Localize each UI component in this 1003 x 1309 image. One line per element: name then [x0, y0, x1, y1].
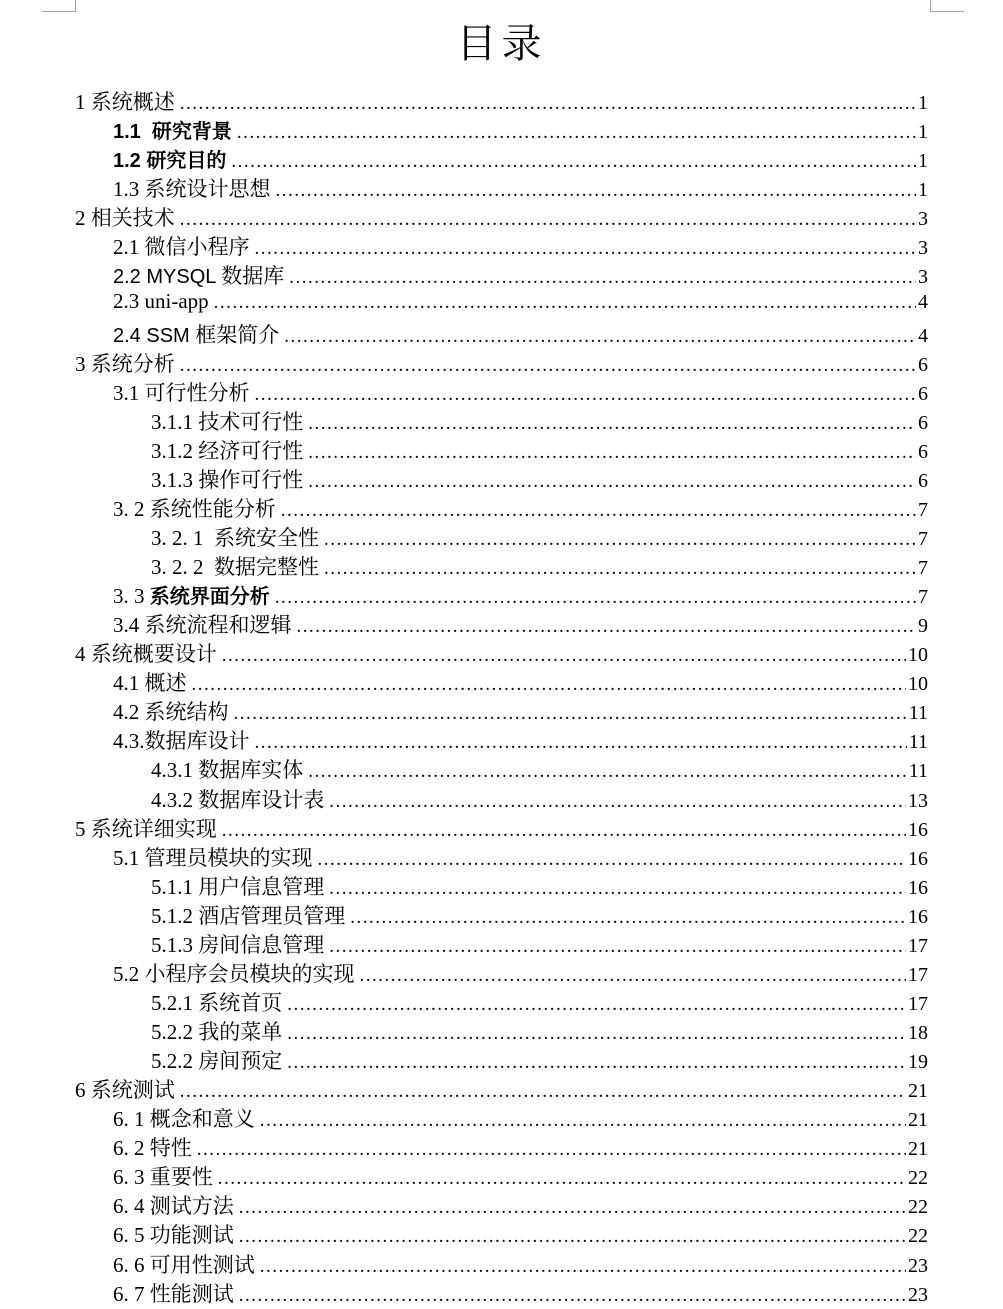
toc-page-number: 4 — [918, 291, 928, 314]
toc-entry-text: 6. 7 性能测试 — [113, 1281, 234, 1306]
dot-leader — [180, 355, 916, 377]
toc-entry-text: 2.1 微信小程序 — [113, 235, 250, 260]
toc-entry-text: 3. 3 — [113, 584, 150, 609]
toc-entry-text: 4 系统概要设计 — [75, 642, 217, 667]
dot-leader — [260, 1256, 906, 1278]
dot-leader — [231, 151, 916, 173]
toc-entry-text: 框架简介 — [195, 322, 280, 347]
toc-entry-label — [113, 667, 187, 697]
toc-entry[interactable] — [75, 435, 928, 464]
toc-entry-label — [113, 1219, 234, 1249]
toc-page-number: 3 — [918, 237, 928, 260]
toc-entry-label — [113, 319, 279, 349]
toc-entry-text: 5.2.2 我的菜单 — [151, 1020, 283, 1044]
toc-entry[interactable] — [75, 667, 928, 696]
toc-page-number: 3 — [918, 266, 928, 289]
toc-entry-label — [151, 754, 303, 784]
toc-entry-text: 数据库 — [221, 264, 285, 289]
toc-entry-text: 3. 2. 1 系统安全性 — [151, 525, 319, 550]
toc-entry[interactable] — [75, 144, 928, 173]
toc-page-number: 19 — [908, 1051, 928, 1074]
toc-entry[interactable] — [75, 1132, 928, 1161]
dot-leader — [281, 500, 916, 522]
toc-entry-text: 2.4 SSM — [113, 324, 196, 347]
dot-leader — [329, 791, 906, 813]
toc-entry[interactable] — [75, 609, 928, 638]
toc-entry[interactable] — [75, 202, 928, 231]
dot-leader — [287, 1023, 906, 1045]
dot-leader — [197, 1139, 906, 1161]
toc-entry-text: 2 相关技术 — [75, 206, 175, 231]
dot-leader — [360, 965, 907, 987]
dot-leader — [239, 1285, 906, 1307]
text-boundary-mark-top-left — [42, 0, 76, 12]
toc-page-number: 16 — [908, 876, 928, 899]
toc-entry[interactable] — [75, 1219, 928, 1248]
toc-entry-label — [113, 173, 271, 203]
toc-entry[interactable] — [75, 1190, 928, 1219]
toc-entry-text: 6. 4 测试方法 — [113, 1194, 234, 1219]
toc-page-number: 13 — [908, 789, 928, 812]
toc-page-number: 7 — [918, 527, 928, 550]
toc-entry[interactable] — [75, 725, 928, 754]
toc-entry-label — [113, 725, 250, 755]
dot-leader — [276, 180, 917, 202]
toc-entry-text: 3.1.1 技术可行性 — [151, 409, 304, 434]
dot-leader — [239, 1226, 906, 1248]
toc-entry-text: 6. 5 功能测试 — [113, 1223, 234, 1248]
toc-page-number: 4 — [918, 324, 928, 347]
toc-entry-label — [113, 696, 229, 726]
toc-entry-label — [113, 260, 284, 290]
toc-entry-text: 6 系统测试 — [75, 1078, 175, 1103]
dot-leader — [239, 1197, 906, 1219]
toc-entry-text: 4.1 概述 — [113, 671, 187, 696]
toc-entry-label — [151, 464, 303, 494]
toc-entry-text: 4.3.1 数据库实体 — [151, 758, 304, 783]
toc-entry[interactable] — [75, 319, 928, 348]
toc-page-number: 7 — [918, 586, 928, 609]
toc-page-number: 21 — [908, 1080, 928, 1103]
toc-entry-text: 5.2.1 系统首页 — [151, 990, 283, 1015]
toc-page-number: 22 — [908, 1225, 928, 1248]
toc-entry[interactable] — [75, 377, 928, 406]
dot-leader — [180, 209, 916, 231]
toc-entry[interactable] — [75, 231, 928, 260]
toc-page-number: 18 — [908, 1022, 928, 1044]
toc-entry-label — [113, 1249, 255, 1279]
toc-entry-label — [75, 1074, 175, 1104]
toc-entry[interactable] — [75, 813, 928, 842]
dot-leader — [297, 616, 917, 638]
toc-entry-text: 5.1.3 房间信息管理 — [151, 932, 325, 957]
toc-entry-label — [151, 435, 303, 465]
dot-leader — [222, 645, 906, 667]
toc-entry[interactable] — [75, 551, 928, 580]
toc-entry-label — [75, 813, 217, 843]
toc-entry-text: 系统界面分析 — [149, 586, 270, 609]
toc-entry[interactable] — [75, 842, 928, 871]
toc-entry-text: 4.3.数据库设计 — [113, 729, 250, 754]
toc-entry-label — [113, 1132, 192, 1162]
dot-leader — [308, 442, 916, 464]
toc-page-number: 21 — [908, 1109, 928, 1132]
toc-entry[interactable] — [75, 464, 928, 493]
toc-page-number: 17 — [908, 963, 928, 986]
toc-entry[interactable] — [75, 900, 928, 929]
toc-page-number: 7 — [918, 557, 928, 579]
toc-entry[interactable] — [75, 958, 928, 987]
toc-entry[interactable] — [75, 1103, 928, 1132]
toc-entry-text: 5.1.2 酒店管理员管理 — [151, 903, 346, 928]
toc-entry-text: 5 系统详细实现 — [75, 816, 217, 841]
toc-entry[interactable] — [75, 289, 928, 318]
toc-entry-label — [151, 784, 324, 814]
toc-entry-label — [151, 987, 282, 1017]
page-title: 目录 — [456, 21, 547, 66]
toc-entry-label — [151, 1045, 282, 1075]
toc-entry-text: 3. 2. 2 数据完整性 — [151, 555, 319, 579]
toc-page-number: 17 — [908, 934, 928, 957]
dot-leader — [180, 1081, 906, 1103]
toc-page-number: 6 — [918, 411, 928, 434]
toc-page-number: 16 — [908, 905, 928, 928]
dot-leader — [284, 326, 916, 348]
toc-entry-label — [113, 377, 250, 407]
toc-entry[interactable] — [75, 1278, 928, 1307]
toc-entry[interactable] — [75, 696, 928, 725]
toc-entry-label — [113, 144, 226, 173]
toc-entry-label — [151, 929, 324, 959]
toc-entry[interactable] — [75, 1249, 928, 1278]
dot-leader — [324, 529, 916, 551]
toc-page-number: 23 — [908, 1254, 928, 1277]
toc-page-number: 6 — [918, 353, 928, 376]
toc-entry[interactable] — [75, 580, 928, 609]
toc-page-number: 6 — [918, 382, 928, 405]
text-boundary-mark-top-right — [930, 0, 964, 12]
toc-entry-text: 2.2 MYSQL — [113, 266, 222, 289]
toc-entry-label — [151, 1016, 282, 1046]
toc-entry[interactable] — [75, 86, 928, 115]
toc-entry-label — [151, 406, 303, 436]
dot-leader — [255, 238, 917, 260]
toc-page-number: 10 — [908, 673, 928, 696]
dot-leader — [329, 936, 906, 958]
toc-entry[interactable] — [75, 173, 928, 202]
toc-list — [75, 86, 928, 1307]
dot-leader — [275, 587, 916, 609]
toc-entry-text: 1 系统概述 — [75, 90, 175, 114]
toc-entry-text: 3.1 可行性分析 — [113, 380, 250, 405]
toc-page-number: 1 — [918, 121, 928, 144]
dot-leader — [350, 907, 906, 929]
toc-entry-text: 2.3 uni-app — [113, 289, 209, 314]
toc-entry-label — [151, 871, 324, 901]
dot-leader — [180, 93, 916, 115]
toc-entry-text: 3 系统分析 — [75, 351, 175, 376]
toc-page-number: 11 — [908, 760, 928, 783]
dot-leader — [287, 994, 906, 1016]
dot-leader — [237, 122, 916, 144]
dot-leader — [287, 1052, 906, 1074]
dot-leader — [218, 1168, 906, 1190]
toc-entry[interactable] — [75, 1074, 928, 1103]
toc-entry-text: 3.1.3 操作可行性 — [151, 467, 304, 492]
toc-page-number: 1 — [918, 150, 928, 173]
toc-page-number: 23 — [908, 1283, 928, 1306]
toc-entry-label — [151, 900, 345, 930]
toc-entry[interactable] — [75, 987, 928, 1016]
toc-entry[interactable] — [75, 260, 928, 289]
toc-entry-text: 3.4 系统流程和逻辑 — [113, 613, 292, 638]
dot-leader — [308, 471, 916, 493]
toc-entry-label — [113, 1161, 213, 1191]
dot-leader — [222, 820, 906, 842]
toc-page-number: 21 — [908, 1138, 928, 1161]
toc-entry[interactable] — [75, 115, 928, 144]
toc-entry-text: 4.2 系统结构 — [113, 700, 229, 725]
toc-entry[interactable] — [75, 871, 928, 900]
dot-leader — [192, 674, 907, 696]
toc-page-number: 1 — [918, 179, 928, 202]
toc-entry[interactable] — [75, 929, 928, 958]
dot-leader — [289, 267, 916, 289]
toc-entry-text: 6. 1 概念和意义 — [113, 1107, 255, 1132]
toc-entry-label — [113, 842, 313, 872]
toc-page-number: 6 — [918, 469, 928, 492]
toc-entry-label — [113, 1278, 234, 1308]
toc-entry-label — [113, 289, 209, 314]
toc-entry[interactable] — [75, 1045, 928, 1074]
toc-page-number: 1 — [918, 92, 928, 114]
toc-entry-text: 5.1 管理员模块的实现 — [113, 845, 313, 870]
toc-entry-label — [151, 551, 319, 581]
toc-page-number: 11 — [908, 702, 928, 725]
dot-leader — [234, 703, 907, 725]
dot-leader — [260, 1110, 906, 1132]
toc-entry-label — [113, 231, 250, 261]
toc-page-number: 11 — [908, 731, 928, 754]
toc-entry-label — [75, 348, 175, 378]
toc-entry-label — [113, 115, 232, 144]
toc-entry-text: 4.3.2 数据库设计表 — [151, 787, 325, 812]
toc-entry-label — [113, 580, 270, 609]
toc-page-number: 6 — [918, 440, 928, 463]
toc-entry-text: 5.1.1 用户信息管理 — [151, 874, 325, 899]
toc-entry[interactable] — [75, 638, 928, 667]
toc-page-number: 3 — [918, 208, 928, 231]
toc-entry[interactable] — [75, 493, 928, 522]
toc-entry-label — [113, 1190, 234, 1220]
toc-entry-label — [113, 493, 276, 523]
toc-entry-text: 5.2.2 房间预定 — [151, 1049, 283, 1074]
toc-entry[interactable] — [75, 1161, 928, 1190]
toc-entry-label — [151, 522, 319, 552]
toc-page-number: 17 — [908, 992, 928, 1015]
toc-entry-label — [75, 202, 175, 232]
toc-entry[interactable] — [75, 348, 928, 377]
toc-page-number: 22 — [908, 1196, 928, 1219]
toc-entry-text: 3. 2 系统性能分析 — [113, 496, 276, 521]
toc-page-number: 10 — [908, 644, 928, 667]
toc-entry-label — [113, 1103, 255, 1133]
dot-leader — [308, 413, 916, 435]
toc-page-number: 9 — [918, 615, 928, 638]
toc-entry-text: 1.1 研究背景 — [113, 121, 232, 144]
toc-page-number: 16 — [908, 818, 928, 841]
toc-entry-text: 1.3 系统设计思想 — [113, 177, 271, 202]
toc-entry-label — [113, 609, 292, 639]
toc-entry[interactable] — [75, 1016, 928, 1045]
toc-entry-text: 1.2 研究目的 — [113, 150, 227, 173]
dot-leader — [324, 558, 916, 580]
dot-leader — [255, 732, 907, 754]
toc-entry-label — [75, 638, 217, 668]
toc-entry-text: 3.1.2 经济可行性 — [151, 438, 304, 463]
toc-entry-label — [75, 86, 175, 116]
toc-entry-text: 5.2 小程序会员模块的实现 — [113, 961, 355, 986]
toc-entry-text: 6. 2 特性 — [113, 1136, 192, 1161]
dot-leader — [255, 384, 917, 406]
toc-page-number: 16 — [908, 847, 928, 870]
toc-entry[interactable] — [75, 522, 928, 551]
toc-entry[interactable] — [75, 784, 928, 813]
dot-leader — [308, 761, 906, 783]
toc-entry-text: 6. 6 可用性测试 — [113, 1252, 255, 1277]
toc-entry-text: 6. 3 重要性 — [113, 1165, 213, 1190]
dot-leader — [214, 292, 916, 314]
dot-leader — [318, 849, 907, 871]
toc-entry[interactable] — [75, 754, 928, 783]
toc-entry-label — [113, 958, 355, 988]
toc-page-number: 7 — [918, 498, 928, 521]
dot-leader — [329, 878, 906, 900]
toc-entry[interactable] — [75, 406, 928, 435]
toc-page-number: 22 — [908, 1167, 928, 1190]
